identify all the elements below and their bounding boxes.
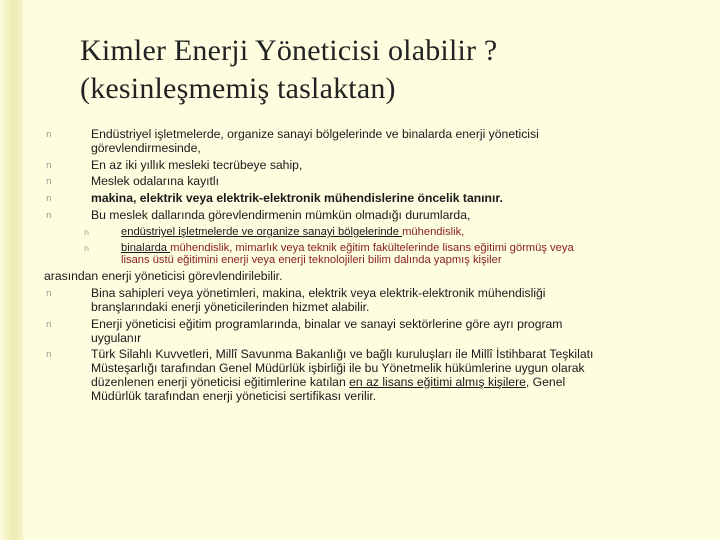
sub-bullet-1 (121, 226, 464, 239)
bullet-marker: n (46, 211, 52, 221)
bullet-8-line3-start: düzenlenen enerji yöneticisi eğitimlerine katılan (91, 375, 350, 389)
bullet-marker: n (46, 194, 52, 204)
sub-bullet-1-underlined: endüstriyel işletmelerde ve organize sanayi bölgelerinde (121, 226, 403, 238)
bullet-7-line2: uygulanır (91, 331, 142, 345)
bullet-marker: n (46, 320, 52, 330)
bullet-1-line2: görevlendirmesinde, (91, 141, 201, 155)
sub-bullet-2-line2: lisans üstü eğitimini enerji veya enerji teknolojileri bilim dalında yapmış kişiler (121, 254, 502, 266)
bullet-6-line2: branşlarındaki enerji yöneticilerinden hizmet alabilir. (91, 300, 370, 314)
bullet-8-line3 (91, 375, 565, 389)
sub-bullet-2 (121, 242, 574, 255)
bullet-8-line4: Müdürlük tarafından enerji yöneticisi sertifikası verilir. (91, 389, 377, 403)
bullet-1-line1: Endüstriyel işletmelerde, organize sanayi bölgelerinde ve binalarda enerji yöneticisi (91, 127, 539, 141)
sub-bullet-marker: n (84, 244, 90, 253)
bullet-marker: n (46, 130, 52, 140)
bullet-8-line1: Türk Silahlı Kuvvetleri, Millî Savunma Bakanlığı ve bağlı kuruluşları ile Millî İstihbarat Teşkilatı (91, 347, 594, 361)
sub-bullet-marker: n (84, 228, 90, 237)
slide-title-line1: Kimler Enerji Yöneticisi olabilir ? (80, 34, 498, 67)
bullet-marker: n (46, 161, 52, 171)
bullet-3: Meslek odalarına kayıtlı (91, 174, 220, 188)
bullet-marker: n (46, 177, 52, 187)
bullet-8-line3-end: , Genel (525, 375, 566, 389)
slide-title-line2: (kesinleşmemiş taslaktan) (80, 72, 396, 105)
bullet-8-line2: Müsteşarlığı tarafından Genel Müdürlük işbirliği ile bu Yönetmelik hükümlerine uygun olarak (91, 361, 585, 375)
sub-bullet-1-accent: mühendislik, (402, 226, 465, 238)
bullet-4: makina, elektrik veya elektrik-elektronik mühendislerine öncelik tanınır. (91, 191, 503, 205)
left-decorative-strip (0, 0, 23, 540)
sub-bullet-2-accent: mühendislik, mimarlık veya teknik eğitim fakültelerinde lisans eğitimi görmüş veya (170, 242, 574, 254)
bullet-5: Bu meslek dallarında görevlendirmenin mümkün olmadığı durumlarda, (91, 208, 471, 222)
bullet-marker: n (46, 350, 52, 360)
bullet-7-line1: Enerji yöneticisi eğitim programlarında, binalar ve sanayi sektörlerine göre ayrı program (91, 317, 563, 331)
bullet-8-emphasis: en az lisans eğitimi almış kişilere (349, 375, 526, 389)
bullet-2: En az iki yıllık mesleki tecrübeye sahip, (91, 158, 303, 172)
bullet-6-line1: Bina sahipleri veya yönetimleri, makina, elektrik veya elektrik-elektronik mühendisliği (91, 286, 546, 300)
bullet-marker: n (46, 289, 52, 299)
continuation-text: arasından enerji yöneticisi görevlendirilebilir. (44, 269, 283, 283)
sub-bullet-2-underlined: binalarda (121, 242, 171, 254)
